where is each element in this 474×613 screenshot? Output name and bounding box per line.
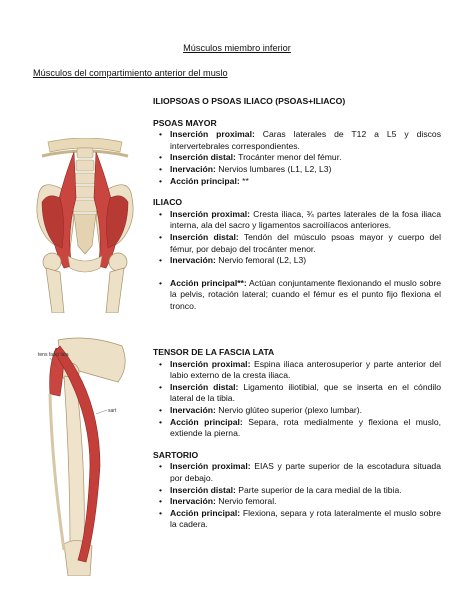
list-item — [153, 129, 441, 152]
list-item — [153, 152, 441, 164]
list-item — [153, 405, 441, 417]
item-key: Inserción proximal: — [170, 358, 251, 369]
item-key: Inserción proximal: — [170, 461, 251, 472]
item-key: Acción principal**: — [170, 277, 247, 288]
list-item — [153, 496, 441, 508]
item-text: Ligamento iliotibial, que se inserta en el cóndilo lateral de la tibia. — [170, 381, 441, 404]
list-item — [153, 209, 441, 232]
list-item — [153, 164, 441, 176]
thigh-muscles-illustration — [30, 336, 140, 576]
tensor-label: tens fasci lata — [38, 352, 69, 358]
sartorio-heading: SARTORIO — [153, 449, 199, 460]
item-text: Nervio femoral (L2, L3) — [215, 255, 307, 266]
item-key: Inervación: — [170, 496, 216, 507]
list-item — [153, 359, 441, 382]
list-item — [153, 255, 441, 267]
sartorius-label: sart — [108, 408, 117, 414]
item-text: Nervios lumbares (L1, L2, L3) — [215, 163, 332, 174]
list-item — [153, 485, 441, 497]
item-key: Inervación: — [170, 163, 216, 174]
thigh-section — [153, 347, 441, 531]
psoas-heading: PSOAS MAYOR — [153, 117, 217, 128]
list-item — [153, 278, 441, 313]
tensor-list — [153, 359, 441, 440]
psoas-list — [153, 129, 441, 187]
item-key: Inervación: — [170, 404, 216, 415]
item-key: Inserción proximal: — [170, 129, 255, 140]
item-text: Nervio femoral. — [215, 496, 277, 507]
sartorio-list — [153, 461, 441, 531]
iliopsoas-illustration — [30, 138, 140, 313]
list-item — [153, 417, 441, 440]
list-item — [153, 176, 441, 188]
item-key: Inserción distal: — [170, 152, 236, 163]
list-item — [153, 461, 441, 484]
item-key: Inserción distal: — [170, 231, 239, 242]
item-text: Cresta iliaca, ¾ partes laterales de la fosa iliaca interna, ala del sacro y ligamentos sacroilíacos anteriores. — [170, 208, 441, 231]
document-title: Músculos miembro inferior — [183, 43, 291, 53]
iliopsoas-section — [153, 96, 441, 313]
item-text: ** — [239, 175, 249, 186]
item-text: Nervio glúteo superior (plexo lumbar). — [215, 404, 363, 415]
iliaco-heading: ILIACO — [153, 197, 183, 208]
iliopsoas-heading: ILIOPSOAS O PSOAS ILIACO (PSOAS+ILIACO) — [153, 96, 346, 106]
item-text: EIAS y parte superior de la escotadura situada por debajo. — [170, 461, 441, 483]
item-text: Separa, rota medialmente y flexiona el muslo, extiende la pierna. — [170, 416, 442, 439]
item-key: Acción principal: — [170, 507, 241, 518]
item-text: Tendón del músculo psoas mayor y cuerpo del fémur, por debajo del trocánter menor. — [170, 231, 441, 254]
tensor-heading: TENSOR DE LA FASCIA LATA — [153, 347, 275, 357]
item-text: Trocánter menor del fémur. — [235, 152, 342, 163]
item-text: Flexiona, separa y rota lateralmente el muslo sobre la cadera. — [170, 507, 441, 530]
list-item — [153, 508, 441, 531]
item-key: Acción principal: — [170, 416, 243, 427]
item-text: Parte superior de la cara medial de la tibia. — [235, 484, 402, 495]
document-subtitle: Músculos del compartimiento anterior del muslo — [33, 68, 228, 78]
item-text: Actúan conjuntamente flexionando el muslo sobre la pelvis, rotación lateral; cuando el fémur es el punto fijo flexiona el tronco. — [170, 277, 441, 311]
item-key: Inserción distal: — [170, 381, 239, 392]
item-key: Inserción proximal: — [170, 208, 251, 219]
list-item — [153, 232, 441, 255]
item-text: Espina iliaca anterosuperior y parte anterior del labio externo de la cresta iliaca. — [170, 358, 441, 381]
item-key: Acción principal: — [170, 175, 240, 186]
item-key: Inserción distal: — [170, 484, 236, 495]
list-item — [153, 382, 441, 405]
item-text: Caras laterales de T12 a L5 y discos intervertebrales correspondientes. — [170, 129, 442, 151]
item-key: Inervación: — [170, 255, 216, 266]
iliaco-list — [153, 209, 441, 313]
